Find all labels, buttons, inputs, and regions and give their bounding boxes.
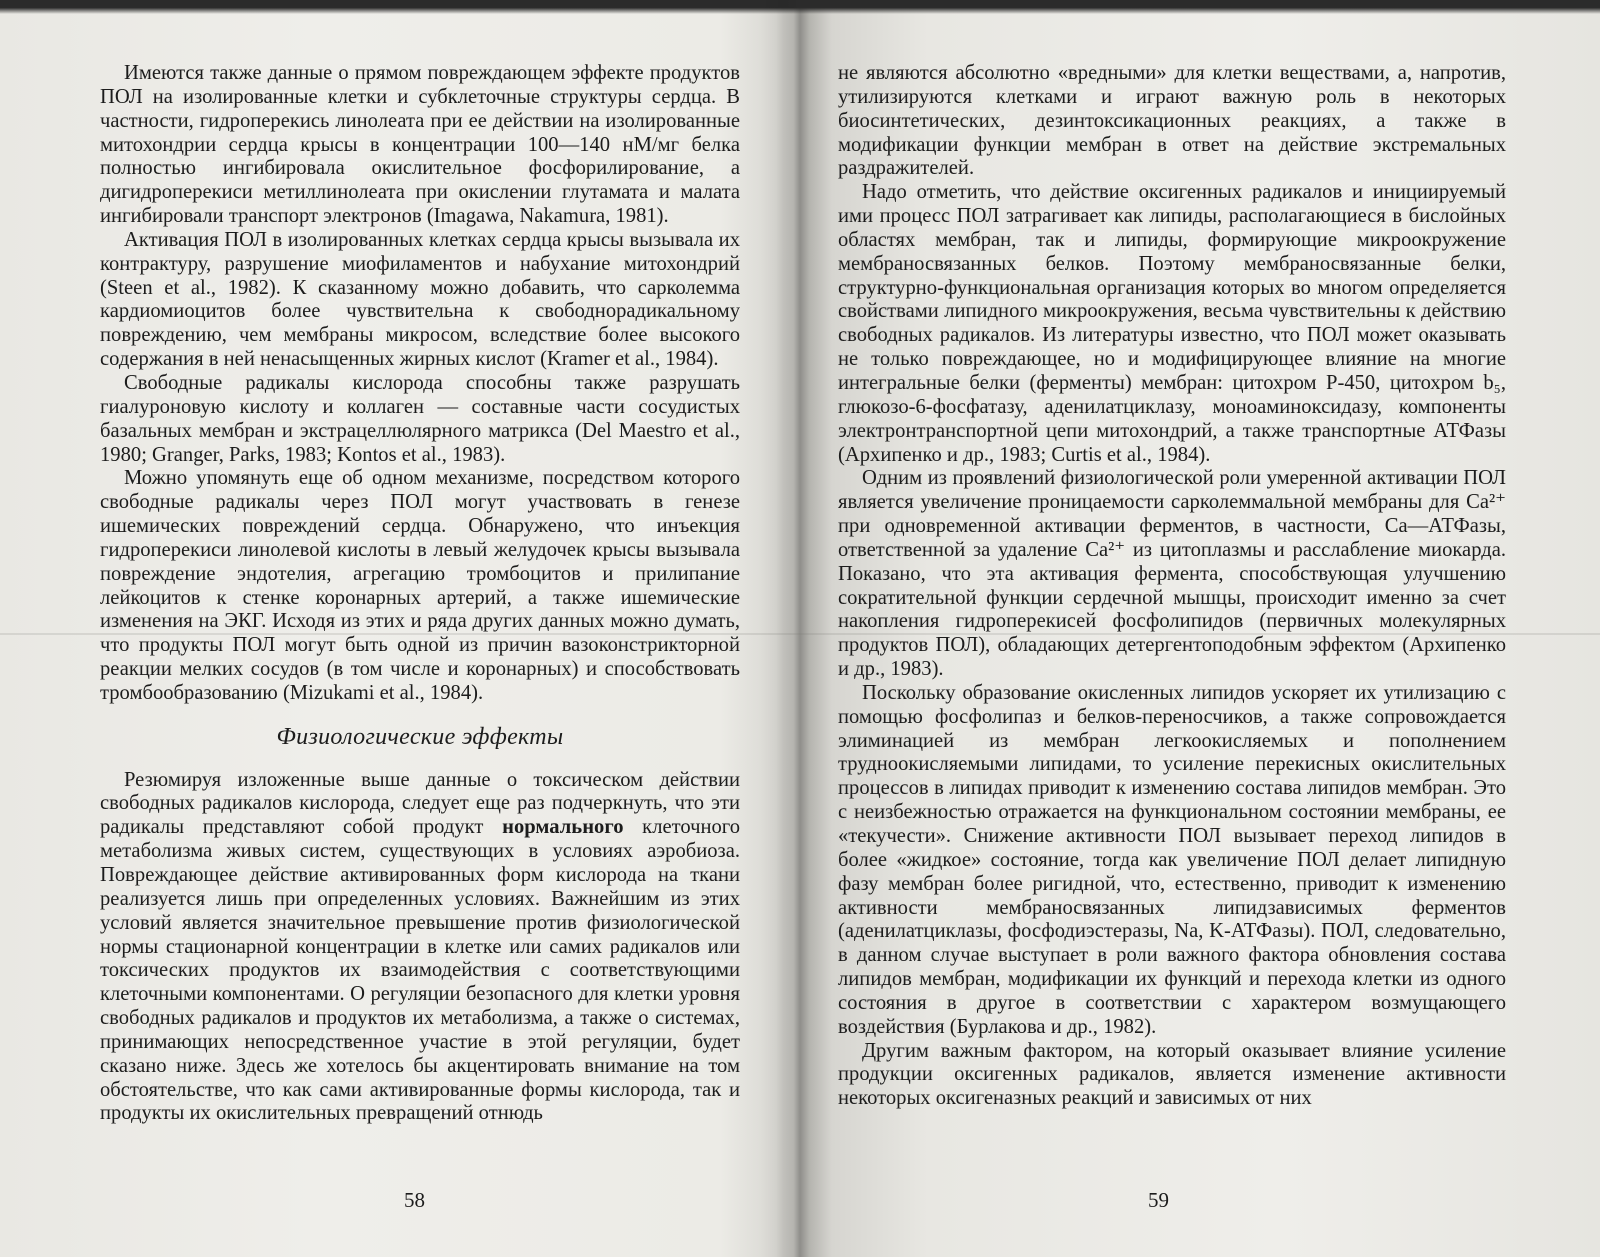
page-number-right: 59	[1148, 1188, 1169, 1212]
scan-top-edge	[0, 0, 1600, 14]
paragraph-continuation: не являются абсолютно «вредными» для клетки веществами, а, напротив, утилизируются клетками и играют важную роль в некоторых биосинтетических, дезинтоксикационных реакциях, а также в модификации функции мембран в ответ на действие экстремальных раздражителей.	[838, 62, 1506, 180]
right-page-text	[838, 62, 1506, 1111]
paragraph: Надо отметить, что действие оксигенных радикалов и инициируемый ими процесс ПОЛ затрагивает как липиды, располагающиеся в бислойных областях мембран, так и липиды, формирующие микроокружение мембраносвязанных белков. Поэтому мембраносвязанные белки, структурно-функциональная организация которых во многом определяется свойствами липидного микроокружения, весьма чувствительны к действию свободных радикалов. Из литературы известно, что ПОЛ может оказывать не только повреждающее, но и модифицирующее влияние на многие интегральные белки (ферменты) мембран: цитохром P-450, цитохром b₅, глюкозо-6-фосфатазу, аденилатциклазу, моноаминоксидазу, компоненты электронтранспортной цепи митохондрий, а также транспортные АТФазы (Архипенко и др., 1983; Curtis et al., 1984).	[838, 181, 1506, 466]
paragraph: Можно упомянуть еще об одном механизме, посредством которого свободные радикалы через ПОЛ могут участвовать в генезе ишемических повреждений сердца. Обнаружено, что инъекция гидроперекиси линолевой кислоты в левый желудочек крысы вызывала повреждение эндотелия, агрегацию тромбоцитов и прилипание лейкоцитов к стенке коронарных артерий, а также ишемические изменения на ЭКГ. Исходя из этих и ряда других данных можно думать, что продукты ПОЛ могут быть одной из причин вазоконстрикторной реакции мелких сосудов (в том числе и коронарных) и способствовать тромбообразованию (Mizukami et al., 1984).	[100, 467, 740, 704]
page-number-left: 58	[404, 1188, 425, 1212]
summary-text-start: Резюмируя изложенные выше данные о токсическом действии свободных радикалов кислорода, следует еще раз подчеркнуть, что эти радикалы представляют собой продукт	[100, 768, 740, 839]
paragraph: Свободные радикалы кислорода способны также разрушать гиалуроновую кислоту и коллаген — составные части сосудистых базальных мембран и экстрацеллюлярного матрикса (Del Maestro et al., 1980; Granger, Parks, 1983; Kontos et al., 1983).	[100, 371, 740, 466]
emphasized-word: нормального	[502, 816, 624, 839]
paragraph: Одним из проявлений физиологической роли умеренной активации ПОЛ является увеличение проницаемости сарколеммальной мембраны для Ca²⁺ при одновременной активации ферментов, в частности, Ca—АТФазы, ответственной за удаление Ca²⁺ из цитоплазмы и расслабление миокарда. Показано, что эта активация фермента, способствующая улучшению сократительной функции сердечной мышцы, происходит именно за счет накопления гидроперекисей фосфолипидов (первичных молекулярных продуктов ПОЛ), обладающих детергентоподобным эффектом (Архипенко и др., 1983).	[838, 467, 1506, 681]
paragraph: Другим важным фактором, на который оказывает влияние усиление продукции оксигенных радикалов, является изменение активности некоторых оксигеназных реакций и зависимых от них	[838, 1039, 1506, 1110]
paragraph: Имеются также данные о прямом повреждающем эффекте продуктов ПОЛ на изолированные клетки и субклеточные структуры сердца. В частности, гидроперекись линолеата при ее действии на изолированные митохондрии сердца крысы в концентрации 100—140 нМ/мг белка полностью ингибировала окислительное фосфорилирование, а дигидроперекиси метиллинолеата при окислении глутамата и малата ингибировали транспорт электронов (Imagawa, Nakamura, 1981).	[100, 62, 740, 228]
paragraph: Активация ПОЛ в изолированных клетках сердца крысы вызывала их контрактуру, разрушение миофиламентов и набухание митохондрий (Steen et al., 1982). К сказанному можно добавить, что сарколемма кардиомиоцитов более чувствительна к свободнорадикальному повреждению, чем мембраны микросом, вследствие более высокого содержания в ней ненасыщенных жирных кислот (Kramer et al., 1984).	[100, 228, 740, 371]
section-heading: Физиологические эффекты	[276, 723, 564, 750]
book-gutter	[760, 0, 800, 1257]
left-page	[100, 62, 740, 1192]
left-page-text	[100, 62, 740, 1126]
paragraph-summary	[100, 769, 740, 1127]
right-page	[838, 62, 1506, 1192]
summary-text-end: клеточного метаболизма живых систем, существующих в условиях аэробиоза. Повреждающее действие активированных форм кислорода на ткани реализуется лишь при определенных условиях. Важнейшим из этих условий является значительное превышение против физиологической нормы стационарной концентрации в клетке или самих радикалов или токсических продуктов их взаимодействия с соответствующими клеточными компонентами. О регуляции безопасного для клетки уровня свободных радикалов и продуктов их метаболизма, а также о системах, принимающих непосредственное участие в этой регуляции, будет сказано ниже. Здесь же хотелось бы акцентировать внимание на том обстоятельстве, что как сами активированные формы кислорода, так и продукты их окислительных превращений отнюдь	[100, 816, 740, 1125]
paragraph: Поскольку образование окисленных липидов ускоряет их утилизацию с помощью фосфолипаз и белков-переносчиков, а также сопровождается элиминацией из мембран легкоокисляемых и пополнением трудноокисляемыми липидами, то усиление перекисных окислительных процессов в липидах приводит к изменению состава липидов мембран. Это с неизбежностью отражается на функциональном состоянии мембраны, ее «текучести». Снижение активности ПОЛ вызывает переход липидов в более «жидкое» состояние, тогда как увеличение ПОЛ делает липидную фазу мембран более ригидной, что, естественно, приводит к изменению активности мембраносвязанных липидзависимых ферментов (аденилатциклазы, фосфодиэстеразы, Na, K-АТФазы). ПОЛ, следовательно, в данном случае выступает в роли важного фактора обновления состава липидов мембран, модификации их функций и перехода клетки из одного состояния в другое в соответствии с характером возмущающего воздействия (Бурлакова и др., 1982).	[838, 681, 1506, 1038]
